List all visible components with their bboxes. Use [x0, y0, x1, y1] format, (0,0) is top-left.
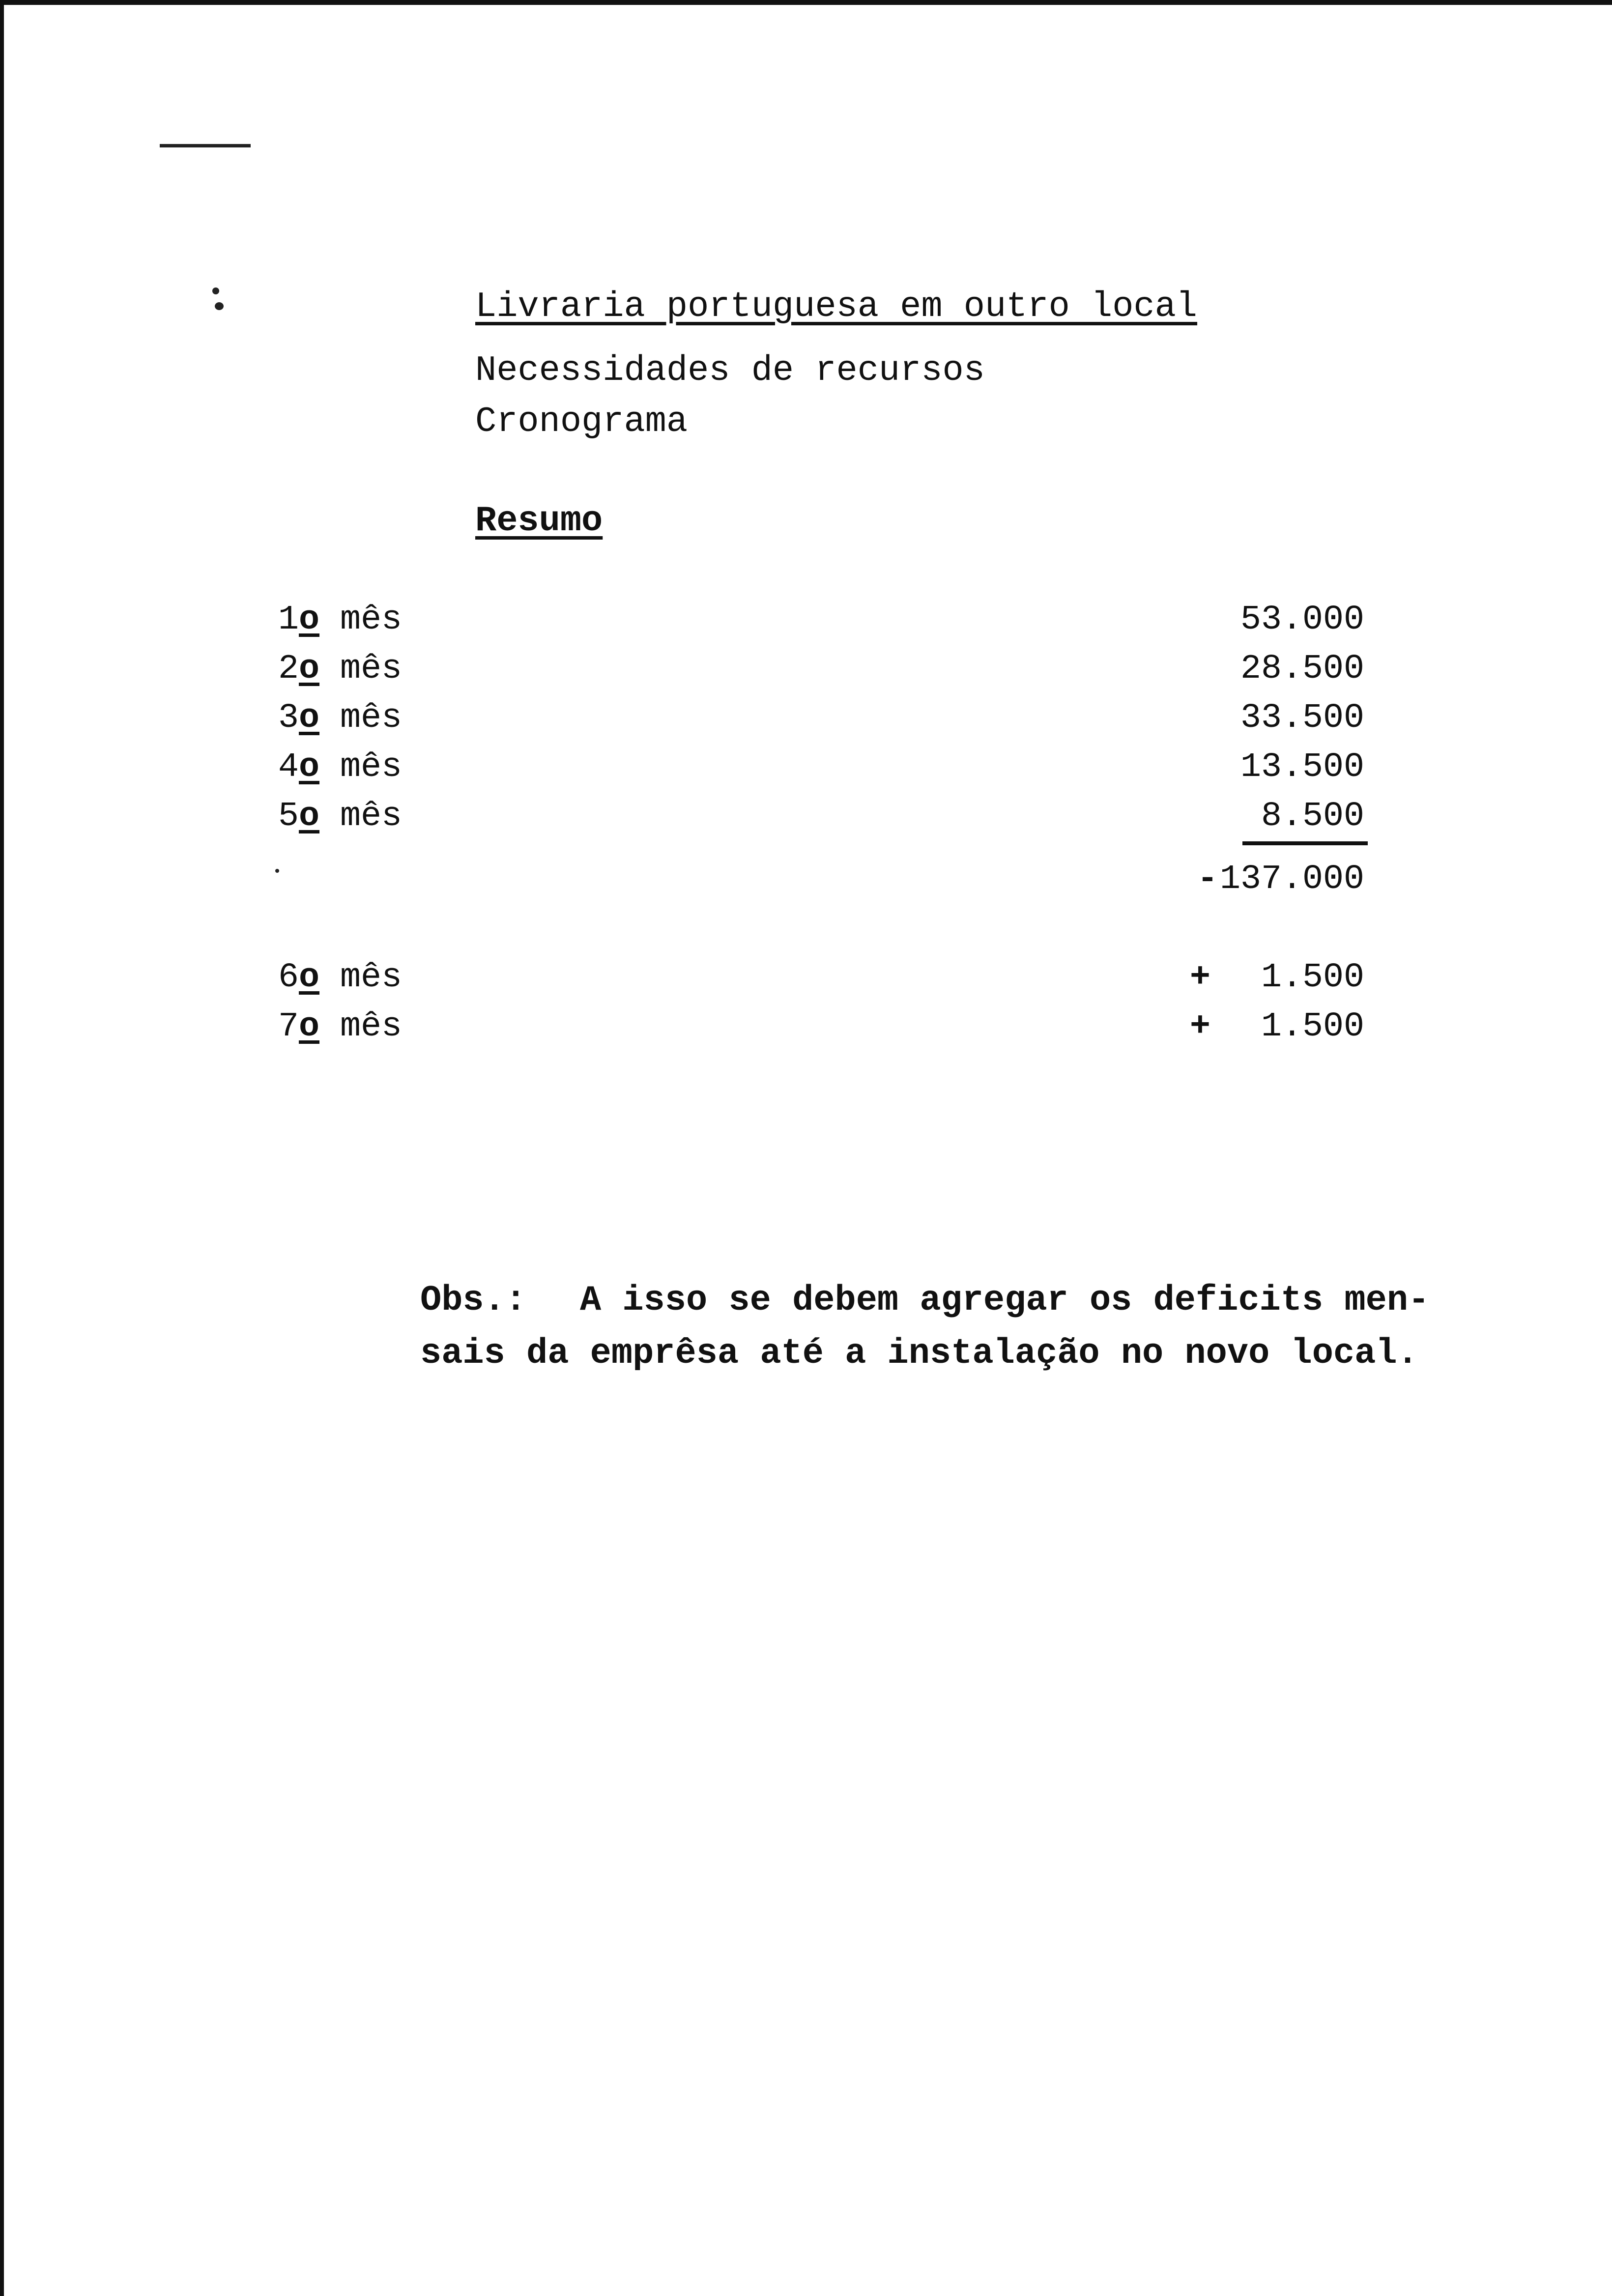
scan-speck [215, 302, 224, 310]
table-row [278, 650, 1364, 689]
row-label: 6o mês [278, 958, 403, 997]
page-left-edge [0, 0, 4, 2296]
row-sign: + [1190, 958, 1211, 997]
page-top-edge [0, 0, 1612, 5]
row-label: 1o mês [278, 601, 403, 639]
subtitle-schedule: Cronograma [475, 402, 688, 442]
row-label: 7o mês [278, 1007, 403, 1046]
scan-speck [212, 287, 219, 294]
total-value: 137.000 [1219, 860, 1364, 899]
table-row [278, 958, 1364, 998]
total-sign: - [1197, 860, 1218, 899]
row-value: 8.500 [1261, 797, 1364, 836]
row-value: 1.500 [1261, 1007, 1364, 1046]
section-heading: Resumo [475, 501, 603, 541]
obs-label: Obs.: [420, 1280, 527, 1320]
table-row [278, 1007, 1364, 1047]
obs-line-2: sais da emprêsa até a instalação no novo local. [420, 1333, 1418, 1374]
total-row [278, 860, 1364, 899]
row-value: 53.000 [1240, 601, 1364, 639]
row-value: 1.500 [1261, 958, 1364, 997]
row-value: 33.500 [1240, 699, 1364, 738]
row-value: 28.500 [1240, 650, 1364, 689]
obs-line-1: A isso se debem agregar os deficits men- [580, 1280, 1430, 1320]
table-row [278, 748, 1364, 787]
row-label: 5o mês [278, 797, 403, 836]
row-label: 2o mês [278, 650, 403, 689]
row-label: 4o mês [278, 748, 403, 787]
row-value: 13.500 [1240, 748, 1364, 787]
sum-underline [1242, 841, 1368, 845]
row-label: 3o mês [278, 699, 403, 738]
row-sign: + [1190, 1007, 1211, 1046]
subtitle-resources: Necessidades de recursos [475, 350, 985, 391]
scan-mark [160, 144, 251, 147]
table-row [278, 699, 1364, 738]
table-row [278, 797, 1364, 836]
document-title: Livraria portuguesa em outro local [475, 287, 1198, 327]
table-row [278, 601, 1364, 640]
